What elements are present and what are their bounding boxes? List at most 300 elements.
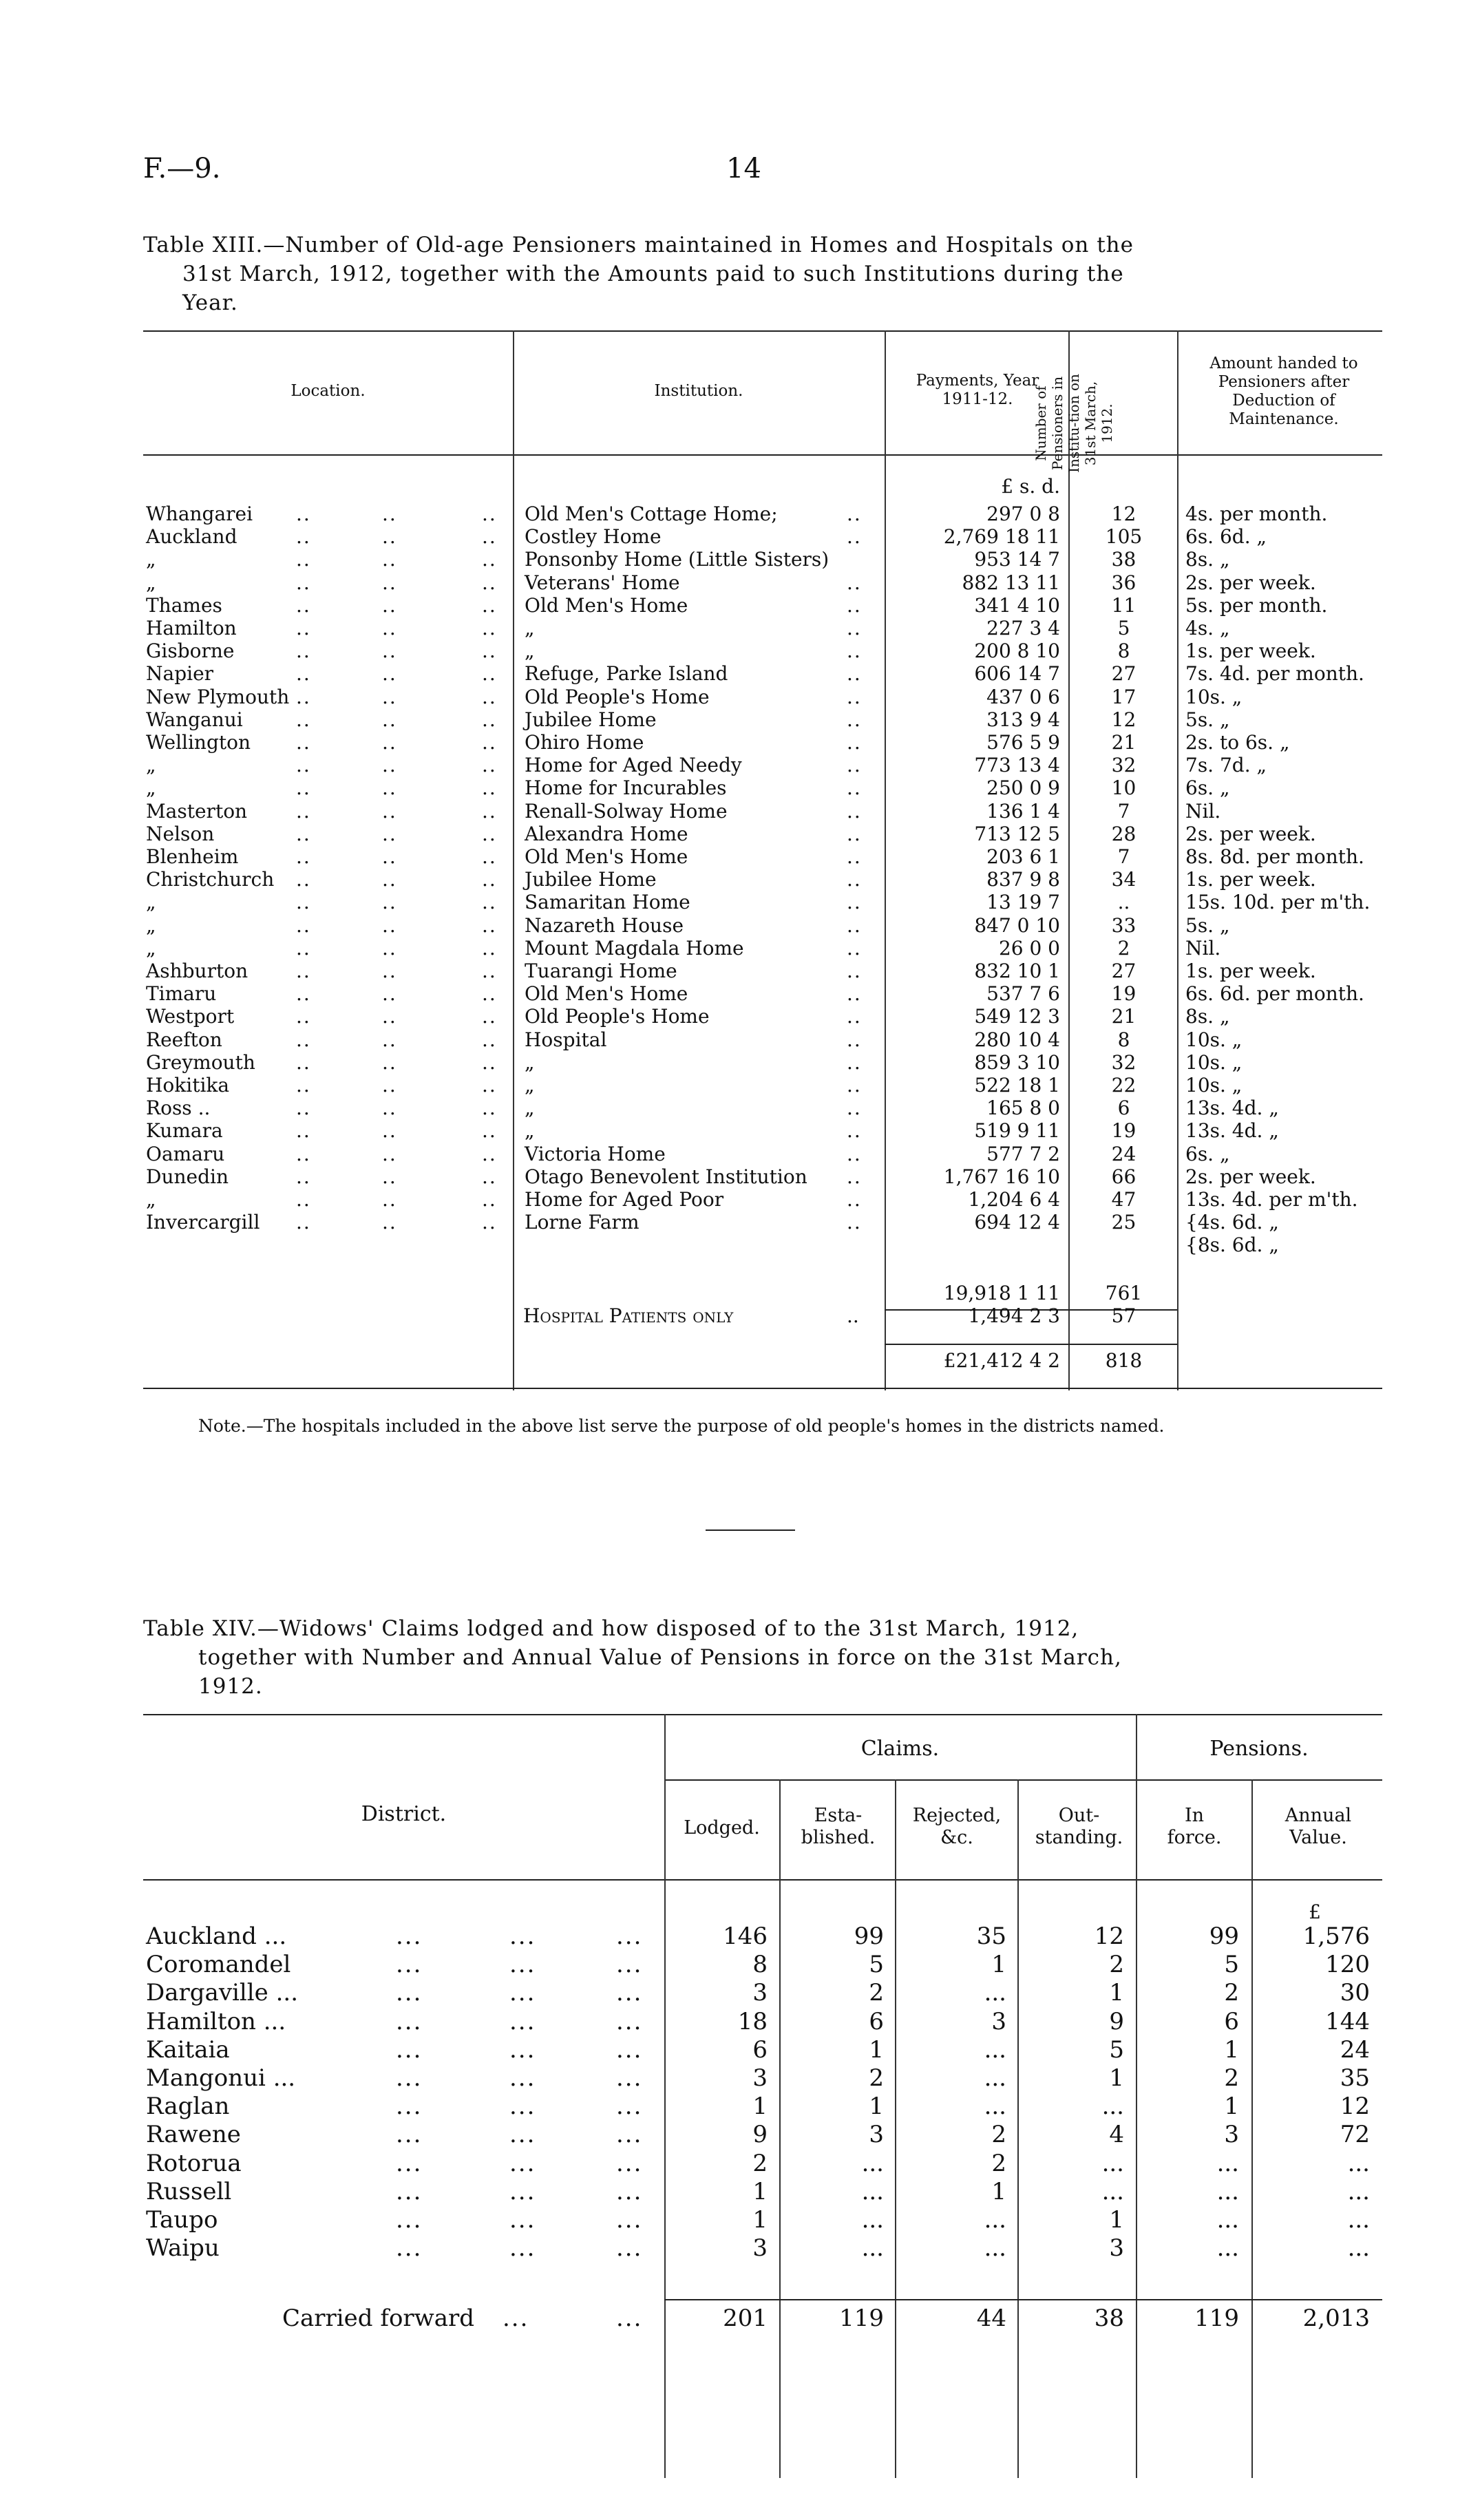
leader-dots: ... (396, 2234, 423, 2263)
table13-title-line2: 31st March, 1912, together with the Amounts paid to such Institutions during the (182, 262, 1124, 286)
district-cell: Kaitaia (146, 2035, 230, 2064)
header-number-pensioners: Number of Pensioners in Institu-tion on 31st March, 1912. (1033, 374, 1115, 473)
hospital-dots: .. (847, 1304, 859, 1327)
amount-cell: 10s. „ (1185, 1028, 1243, 1051)
rejected-cell: 2 (991, 2149, 1006, 2177)
amount-cell: 7s. 4d. per month. (1185, 662, 1364, 686)
location-cell: „ (146, 936, 156, 960)
leader-dots: .. (296, 1097, 311, 1120)
in-force-cell: ... (1216, 2149, 1239, 2177)
leader-dots: ... (396, 2177, 423, 2205)
leader-dots: .. (847, 799, 862, 823)
in-force-cell: 6 (1224, 2007, 1239, 2035)
institution-cell: Victoria Home (525, 1142, 666, 1165)
leader-dots: .. (382, 502, 397, 525)
leader-dots: ... (616, 2206, 643, 2234)
annual-value-cell: 12 (1340, 2093, 1370, 2121)
location-cell: Ashburton (146, 960, 249, 982)
amount-cell: 6s. „ (1185, 776, 1230, 800)
payment-cell: 549 12 3 (974, 1005, 1060, 1028)
district-cell: Coromandel (146, 1951, 291, 1979)
leader-dots: .. (382, 731, 397, 754)
amount-cell: 5s. „ (1185, 708, 1230, 731)
pensioner-count-cell: 33 (1111, 913, 1137, 937)
district-cell: Dargaville ... (146, 1979, 298, 2007)
leader-dots: .. (382, 525, 397, 549)
leader-dots: .. (482, 1211, 497, 1234)
leader-dots: .. (382, 662, 397, 686)
table13-top-rule (143, 330, 1382, 332)
table13-total-rule (885, 1344, 1177, 1345)
leader-dots: .. (296, 776, 311, 800)
header-payments: Payments, Year 1911-12. (916, 372, 1039, 408)
leader-dots: .. (296, 593, 311, 617)
institution-cell: Old People's Home (525, 1005, 710, 1028)
leader-dots: .. (482, 1074, 497, 1097)
leader-dots: ... (396, 2064, 423, 2092)
leader-dots: .. (847, 1005, 862, 1028)
institution-cell: Jubilee Home (525, 868, 657, 891)
leader-dots: ... (616, 1951, 643, 1979)
amount-cell: 1s. per week. (1185, 639, 1316, 663)
leader-dots: .. (847, 525, 862, 549)
location-cell: Timaru (146, 982, 217, 1006)
leader-dots: .. (296, 1005, 311, 1028)
in-force-cell: 1 (1224, 2093, 1239, 2121)
total-number: 818 (1105, 1349, 1143, 1372)
leader-dots: .. (482, 1005, 497, 1028)
leader-dots: ... (396, 1979, 423, 2007)
amount-cell: 13s. 4d. „ (1185, 1119, 1279, 1143)
location-cell: Greymouth (146, 1050, 255, 1074)
lodged-cell: 1 (752, 2093, 768, 2121)
annual-value-cell: 120 (1325, 1951, 1370, 1979)
leader-dots: ... (509, 2064, 536, 2092)
header-in-force: In force. (1167, 1805, 1222, 1848)
location-cell: Thames (146, 593, 222, 617)
pound-header: £ (1309, 1900, 1321, 1923)
leader-dots: .. (296, 754, 311, 777)
institution-cell: Veterans' Home (525, 571, 680, 594)
payment-cell: 694 12 4 (974, 1211, 1060, 1234)
institution-cell: Old Men's Home (525, 593, 688, 617)
pensioner-count-cell: 5 (1117, 617, 1130, 639)
leader-dots: ... (509, 2093, 536, 2121)
annual-value-cell: ... (1347, 2177, 1370, 2205)
leader-dots: .. (296, 936, 311, 960)
institution-cell: Ohiro Home (525, 731, 644, 754)
header-amount-handed: Amount handed to Pensioners after Deduction of Maintenance. (1209, 354, 1358, 428)
annual-value-cell: 72 (1340, 2121, 1370, 2149)
leader-dots: .. (482, 936, 497, 960)
leader-dots: .. (482, 662, 497, 686)
annual-value-cell: 24 (1340, 2035, 1370, 2064)
payment-cell: 576 5 9 (986, 731, 1060, 754)
hospital-payments: 1,494 2 3 (968, 1304, 1060, 1327)
rejected-cell: 35 (976, 1923, 1006, 1950)
leader-dots: .. (382, 891, 397, 914)
leader-dots: .. (847, 639, 862, 663)
pensioner-count-cell: 105 (1105, 525, 1143, 549)
leader-dots: ... (509, 2007, 536, 2035)
amount-cell: Nil. (1185, 936, 1221, 960)
table14-subheader-rule (664, 1779, 1382, 1781)
location-cell: „ (146, 571, 156, 594)
table13-col-divider (513, 330, 514, 1390)
leader-dots: .. (382, 936, 397, 960)
payment-cell: 713 12 5 (974, 822, 1060, 845)
leader-dots: .. (847, 982, 862, 1006)
lodged-cell: 3 (752, 1979, 768, 2007)
pensioner-count-cell: 8 (1117, 1028, 1130, 1051)
payment-cell: 606 14 7 (974, 662, 1060, 686)
leader-dots: .. (382, 708, 397, 731)
header-pensions: Pensions. (1209, 1737, 1309, 1761)
outstanding-cell: 5 (1109, 2035, 1124, 2064)
amount-cell: 15s. 10d. per m'th. (1185, 891, 1371, 914)
pensioner-count-cell: 6 (1117, 1097, 1130, 1120)
leader-dots: ... (616, 1923, 643, 1950)
payment-cell: 953 14 7 (974, 548, 1060, 571)
outstanding-cell: 9 (1109, 2007, 1124, 2035)
amount-cell: Nil. (1185, 799, 1221, 823)
leader-dots: .. (847, 845, 862, 868)
leader-dots: .. (847, 571, 862, 594)
table14-header-rule (143, 1879, 1382, 1881)
leader-dots: .. (296, 1028, 311, 1051)
leader-dots: .. (382, 822, 397, 845)
payment-cell: 26 0 0 (998, 936, 1060, 960)
amount-cell: 2s. to 6s. „ (1185, 731, 1290, 754)
table14-carried-rule (664, 2299, 1382, 2300)
leader-dots: ... (509, 2234, 536, 2263)
district-cell: Mangonui ... (146, 2064, 296, 2092)
leader-dots: ... (396, 1951, 423, 1979)
leader-dots: .. (382, 982, 397, 1006)
lodged-cell: 9 (752, 2121, 768, 2149)
leader-dots: .. (847, 1142, 862, 1165)
pensioner-count-cell: 27 (1111, 662, 1137, 686)
annual-value-cell: 1,576 (1302, 1923, 1370, 1950)
annual-value-cell: ... (1347, 2149, 1370, 2177)
carried-annual-value: 2,013 (1302, 2305, 1370, 2332)
amount-cell: 8s. 8d. per month. (1185, 845, 1364, 868)
established-cell: ... (861, 2234, 884, 2263)
leader-dots: .. (382, 1074, 397, 1097)
currency-header: £ s. d. (1001, 475, 1060, 498)
amount-cell: 10s. „ (1185, 685, 1243, 708)
pensioner-count-cell: 11 (1111, 593, 1137, 617)
institution-cell: Tuarangi Home (525, 960, 677, 982)
leader-dots: .. (296, 731, 311, 754)
leader-dots: ... (616, 1979, 643, 2007)
leader-dots: .. (296, 1050, 311, 1074)
institution-cell: Alexandra Home (525, 822, 688, 845)
table14-title-line1: Table XIV.—Widows' Claims lodged and how disposed of to the 31st March, 1912, (143, 1616, 1079, 1641)
leader-dots: .. (296, 708, 311, 731)
leader-dots: ... (509, 2177, 536, 2205)
table14-title-line3: 1912. (198, 1674, 263, 1699)
subtotal-number: 761 (1105, 1282, 1143, 1304)
payment-cell: 577 7 2 (986, 1142, 1060, 1165)
header-rejected: Rejected, &c. (912, 1805, 1002, 1848)
rejected-cell: ... (984, 2093, 1006, 2121)
leader-dots: ... (616, 2007, 643, 2035)
amount-cell: 8s. „ (1185, 1005, 1230, 1028)
leader-dots: .. (382, 1005, 397, 1028)
leader-dots: .. (482, 754, 497, 777)
leader-dots: .. (482, 502, 497, 525)
leader-dots: .. (382, 685, 397, 708)
pensioner-count-cell: 24 (1111, 1142, 1137, 1165)
leader-dots: .. (847, 685, 862, 708)
lodged-cell: 18 (737, 2007, 768, 2035)
location-cell: „ (146, 891, 156, 914)
leader-dots: ... (396, 1923, 423, 1950)
pensioner-count-cell: 25 (1111, 1211, 1137, 1234)
total-payments: £21,412 4 2 (943, 1349, 1060, 1372)
payment-cell: 847 0 10 (974, 913, 1060, 937)
leader-dots: .. (296, 982, 311, 1006)
leader-dots: .. (482, 960, 497, 982)
location-cell: Blenheim (146, 845, 239, 868)
payment-cell: 165 8 0 (986, 1097, 1060, 1120)
leader-dots: .. (847, 1211, 862, 1234)
table13-header-rule (143, 454, 1382, 456)
carried-dots: ... (616, 2305, 643, 2332)
lodged-cell: 3 (752, 2064, 768, 2092)
leader-dots: .. (482, 685, 497, 708)
leader-dots: ... (396, 2149, 423, 2177)
established-cell: 3 (869, 2121, 884, 2149)
pensioner-count-cell: 34 (1111, 868, 1137, 891)
leader-dots: .. (296, 502, 311, 525)
district-cell: Rotorua (146, 2149, 242, 2177)
institution-cell: „ (525, 1119, 535, 1143)
leader-dots: .. (482, 1188, 497, 1211)
leader-dots: ... (396, 2007, 423, 2035)
district-cell: Rawene (146, 2121, 241, 2149)
outstanding-cell: 12 (1094, 1923, 1124, 1950)
location-cell: Hamilton (146, 617, 237, 639)
institution-cell: „ (525, 617, 535, 639)
rejected-cell: 1 (991, 2177, 1006, 2205)
leader-dots: .. (296, 960, 311, 982)
pensioner-count-cell: 38 (1111, 548, 1137, 571)
leader-dots: .. (382, 845, 397, 868)
established-cell: 6 (869, 2007, 884, 2035)
location-cell: Kumara (146, 1119, 223, 1143)
payment-cell: 522 18 1 (974, 1074, 1060, 1097)
leader-dots: .. (847, 960, 862, 982)
outstanding-cell: 3 (1109, 2234, 1124, 2263)
amount-cell: 5s. per month. (1185, 593, 1328, 617)
leader-dots: .. (296, 617, 311, 639)
institution-cell: Renall-Solway Home (525, 799, 728, 823)
leader-dots: .. (382, 754, 397, 777)
institution-cell: Lorne Farm (525, 1211, 639, 1234)
institution-cell: „ (525, 1074, 535, 1097)
hospital-number: 57 (1111, 1304, 1137, 1327)
location-cell: New Plymouth (146, 685, 290, 708)
amount-cell: 10s. „ (1185, 1050, 1243, 1074)
pensioner-count-cell: 8 (1117, 639, 1130, 663)
leader-dots: .. (296, 799, 311, 823)
leader-dots: .. (847, 822, 862, 845)
in-force-cell: 3 (1224, 2121, 1239, 2149)
leader-dots: .. (382, 1050, 397, 1074)
leader-dots: ... (396, 2121, 423, 2149)
leader-dots: ... (396, 2206, 423, 2234)
payment-cell: 519 9 11 (974, 1119, 1060, 1143)
outstanding-cell: 1 (1109, 1979, 1124, 2007)
rejected-cell: ... (984, 1979, 1006, 2007)
table13-title-line1: Table XIII.—Number of Old-age Pensioners maintained in Homes and Hospitals on the (143, 233, 1134, 257)
table13-col-divider (1177, 330, 1178, 1390)
leader-dots: .. (847, 617, 862, 639)
carried-dots: ... (503, 2305, 529, 2332)
table13-col-divider (1068, 330, 1070, 1390)
leader-dots: .. (482, 891, 497, 914)
header-claims: Claims. (860, 1737, 940, 1761)
lodged-cell: 2 (752, 2149, 768, 2177)
table13-title-line3: Year. (182, 290, 238, 315)
location-cell: Reefton (146, 1028, 222, 1051)
payment-cell: 437 0 6 (986, 685, 1060, 708)
carried-rejected: 44 (976, 2305, 1006, 2332)
payment-cell: 297 0 8 (986, 502, 1060, 525)
leader-dots: .. (847, 1097, 862, 1120)
leader-dots: .. (296, 822, 311, 845)
leader-dots: .. (296, 1188, 311, 1211)
leader-dots: .. (296, 548, 311, 571)
location-cell: „ (146, 754, 156, 777)
pensioner-count-cell: 7 (1117, 845, 1130, 868)
payment-cell: 203 6 1 (986, 845, 1060, 868)
leader-dots: .. (482, 525, 497, 549)
amount-extra: {8s. 6d. „ (1185, 1233, 1279, 1257)
amount-cell: 2s. per week. (1185, 571, 1316, 594)
institution-cell: „ (525, 639, 535, 663)
leader-dots: .. (382, 571, 397, 594)
header-lodged: Lodged. (684, 1817, 760, 1839)
leader-dots: .. (847, 1050, 862, 1074)
leader-dots: .. (482, 913, 497, 937)
location-cell: Wellington (146, 731, 251, 754)
amount-cell: 5s. „ (1185, 913, 1230, 937)
leader-dots: .. (382, 960, 397, 982)
hospital-patients-label: Hospital Patients only (523, 1304, 734, 1327)
leader-dots: .. (847, 868, 862, 891)
leader-dots: .. (482, 776, 497, 800)
subtotal-payments: 19,918 1 11 (943, 1282, 1060, 1304)
leader-dots: .. (482, 593, 497, 617)
annual-value-cell: 144 (1325, 2007, 1370, 2035)
header-established: Esta-blished. (801, 1805, 876, 1848)
leader-dots: .. (296, 1211, 311, 1234)
location-cell: „ (146, 776, 156, 800)
location-cell: Westport (146, 1005, 235, 1028)
leader-dots: .. (847, 1165, 862, 1188)
amount-cell: 1s. per week. (1185, 960, 1316, 982)
annual-value-cell: ... (1347, 2206, 1370, 2234)
institution-cell: Costley Home (525, 525, 662, 549)
institution-cell: „ (525, 1050, 535, 1074)
leader-dots: ... (509, 1923, 536, 1950)
table13-bottom-rule (143, 1388, 1382, 1389)
lodged-cell: 3 (752, 2234, 768, 2263)
table14-top-rule (143, 1714, 1382, 1715)
rejected-cell: ... (984, 2234, 1006, 2263)
institution-cell: Nazareth House (525, 913, 684, 937)
payment-cell: 859 3 10 (974, 1050, 1060, 1074)
in-force-cell: ... (1216, 2177, 1239, 2205)
leader-dots: ... (616, 2035, 643, 2064)
amount-cell: 10s. „ (1185, 1074, 1243, 1097)
header-institution: Institution. (654, 382, 743, 400)
leader-dots: .. (847, 662, 862, 686)
rejected-cell: ... (984, 2035, 1006, 2064)
leader-dots: .. (382, 1097, 397, 1120)
location-cell: Christchurch (146, 868, 275, 891)
leader-dots: .. (482, 1028, 497, 1051)
payment-cell: 250 0 9 (986, 776, 1060, 800)
leader-dots: .. (296, 685, 311, 708)
district-cell: Hamilton ... (146, 2007, 286, 2035)
leader-dots: .. (296, 1142, 311, 1165)
pensioner-count-cell: 36 (1111, 571, 1137, 594)
location-cell: Wanganui (146, 708, 243, 731)
lodged-cell: 1 (752, 2206, 768, 2234)
leader-dots: .. (482, 708, 497, 731)
table14-title-line2: together with Number and Annual Value of Pensions in force on the 31st March, (198, 1645, 1122, 1670)
pensioner-count-cell: 32 (1111, 1050, 1137, 1074)
leader-dots: .. (296, 1165, 311, 1188)
payment-cell: 773 13 4 (974, 754, 1060, 777)
established-cell: 1 (869, 2035, 884, 2064)
pensioner-count-cell: 19 (1111, 1119, 1137, 1143)
leader-dots: .. (482, 1142, 497, 1165)
leader-dots: .. (296, 1119, 311, 1143)
section-divider (706, 1529, 795, 1531)
leader-dots: .. (296, 639, 311, 663)
annual-value-cell: ... (1347, 2234, 1370, 2263)
amount-cell: 4s. per month. (1185, 502, 1328, 525)
table13-col-divider (885, 330, 886, 1390)
leader-dots: .. (382, 617, 397, 639)
leader-dots: ... (616, 2234, 643, 2263)
location-cell: Dunedin (146, 1165, 229, 1188)
location-cell: Auckland (146, 525, 237, 549)
in-force-cell: 99 (1209, 1923, 1239, 1950)
institution-cell: Old Men's Home (525, 845, 688, 868)
pensioner-count-cell: 27 (1111, 960, 1137, 982)
leader-dots: ... (616, 2093, 643, 2121)
rejected-cell: ... (984, 2064, 1006, 2092)
leader-dots: .. (482, 868, 497, 891)
leader-dots: ... (509, 2206, 536, 2234)
location-cell: Whangarei (146, 502, 253, 525)
location-cell: „ (146, 548, 156, 571)
page-number: 14 (726, 153, 761, 184)
leader-dots: .. (296, 1074, 311, 1097)
outstanding-cell: 1 (1109, 2064, 1124, 2092)
leader-dots: .. (847, 731, 862, 754)
leader-dots: .. (847, 891, 862, 914)
payment-cell: 1,204 6 4 (968, 1188, 1060, 1211)
amount-cell: 6s. „ (1185, 1142, 1230, 1165)
leader-dots: .. (847, 1119, 862, 1143)
